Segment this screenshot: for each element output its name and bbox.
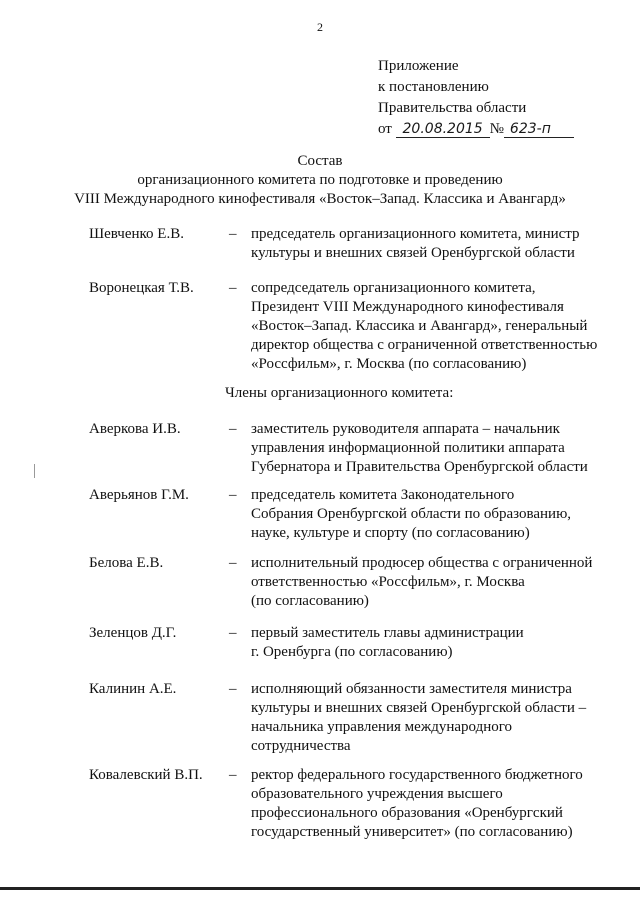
position-line: культуры и внешних связей Оренбургской области	[251, 245, 575, 261]
member-position	[251, 225, 580, 263]
position-line: (по согласованию)	[251, 593, 369, 609]
number-sign: №	[489, 121, 504, 137]
member-name: Аверкова И.В.	[89, 421, 181, 437]
position-line: управления информационной политики аппарата	[251, 440, 565, 456]
member-position	[251, 420, 588, 477]
member-position	[251, 766, 583, 842]
title-line-1: Состав	[297, 153, 343, 169]
position-line: образовательного учреждения высшего	[251, 786, 503, 802]
date-prefix: от	[378, 121, 392, 137]
position-line: профессионального образования «Оренбургский	[251, 805, 563, 821]
position-line: ректор федерального государственного бюджетного	[251, 767, 583, 783]
member-name: Ковалевский В.П.	[89, 767, 203, 783]
member-position	[251, 680, 586, 756]
position-line: науке, культуре и спорту (по согласованию)	[251, 525, 530, 541]
position-line: первый заместитель главы администрации	[251, 625, 524, 641]
position-line: государственный университет» (по согласованию)	[251, 824, 573, 840]
handwritten-date: 20.08.2015	[396, 122, 490, 138]
position-line: заместитель руководителя аппарата – начальник	[251, 421, 560, 437]
appendix-line-2: к постановлению	[378, 79, 489, 95]
position-line: исполнительный продюсер общества с ограниченной	[251, 555, 593, 571]
position-line: председатель организационного комитета, министр	[251, 226, 580, 242]
position-line: Губернатора и Правительства Оренбургской области	[251, 459, 588, 475]
title-line-3: VIII Международного кинофестиваля «Восток–Запад. Классика и Авангард»	[74, 191, 566, 207]
member-position	[251, 554, 592, 611]
position-line: сотрудничества	[251, 738, 351, 754]
appendix-date-line	[378, 119, 574, 140]
position-line: исполняющий обязанности заместителя министра	[251, 681, 572, 697]
position-line: председатель комитета Законодательного	[251, 487, 515, 503]
entry-dash: –	[229, 487, 237, 503]
members-heading: Члены организационного комитета:	[225, 385, 454, 401]
position-line: ответственностью «Россфильм», г. Москва	[251, 574, 525, 590]
bottom-rule	[0, 887, 640, 890]
position-line: директор общества с ограниченной ответственностью	[251, 337, 598, 353]
entry-dash: –	[229, 767, 237, 783]
handwritten-number: 623-п	[504, 122, 574, 138]
member-name: Белова Е.В.	[89, 555, 164, 571]
appendix-line-1: Приложение	[378, 58, 459, 74]
entry-dash: –	[229, 226, 237, 242]
entry-dash: –	[229, 555, 237, 571]
member-position	[251, 279, 597, 374]
title-line-2: организационного комитета по подготовке и проведению	[137, 172, 503, 188]
member-position	[251, 624, 524, 662]
member-name: Аверьянов Г.М.	[89, 487, 189, 503]
position-line: культуры и внешних связей Оренбургской области –	[251, 700, 587, 716]
position-line: Президент VIII Международного кинофестиваля	[251, 299, 564, 315]
document-title	[0, 152, 640, 209]
page-number: 2	[317, 20, 323, 34]
member-name: Шевченко Е.В.	[89, 226, 184, 242]
position-line: Собрания Оренбургской области по образованию,	[251, 506, 572, 522]
member-name: Воронецкая Т.В.	[89, 280, 194, 296]
entry-dash: –	[229, 625, 237, 641]
appendix-line-3: Правительства области	[378, 100, 527, 116]
position-line: «Восток–Запад. Классика и Авангард», генеральный	[251, 318, 588, 334]
entry-dash: –	[229, 280, 237, 296]
appendix-header	[378, 56, 574, 140]
entry-dash: –	[229, 681, 237, 697]
margin-mark	[34, 464, 35, 478]
position-line: начальника управления международного	[251, 719, 513, 735]
member-name: Зеленцов Д.Г.	[89, 625, 177, 641]
position-line: г. Оренбурга (по согласованию)	[251, 644, 453, 660]
position-line: сопредседатель организационного комитета,	[251, 280, 536, 296]
member-position	[251, 486, 571, 543]
position-line: «Россфильм», г. Москва (по согласованию)	[251, 356, 527, 372]
member-name: Калинин А.Е.	[89, 681, 177, 697]
entry-dash: –	[229, 421, 237, 437]
